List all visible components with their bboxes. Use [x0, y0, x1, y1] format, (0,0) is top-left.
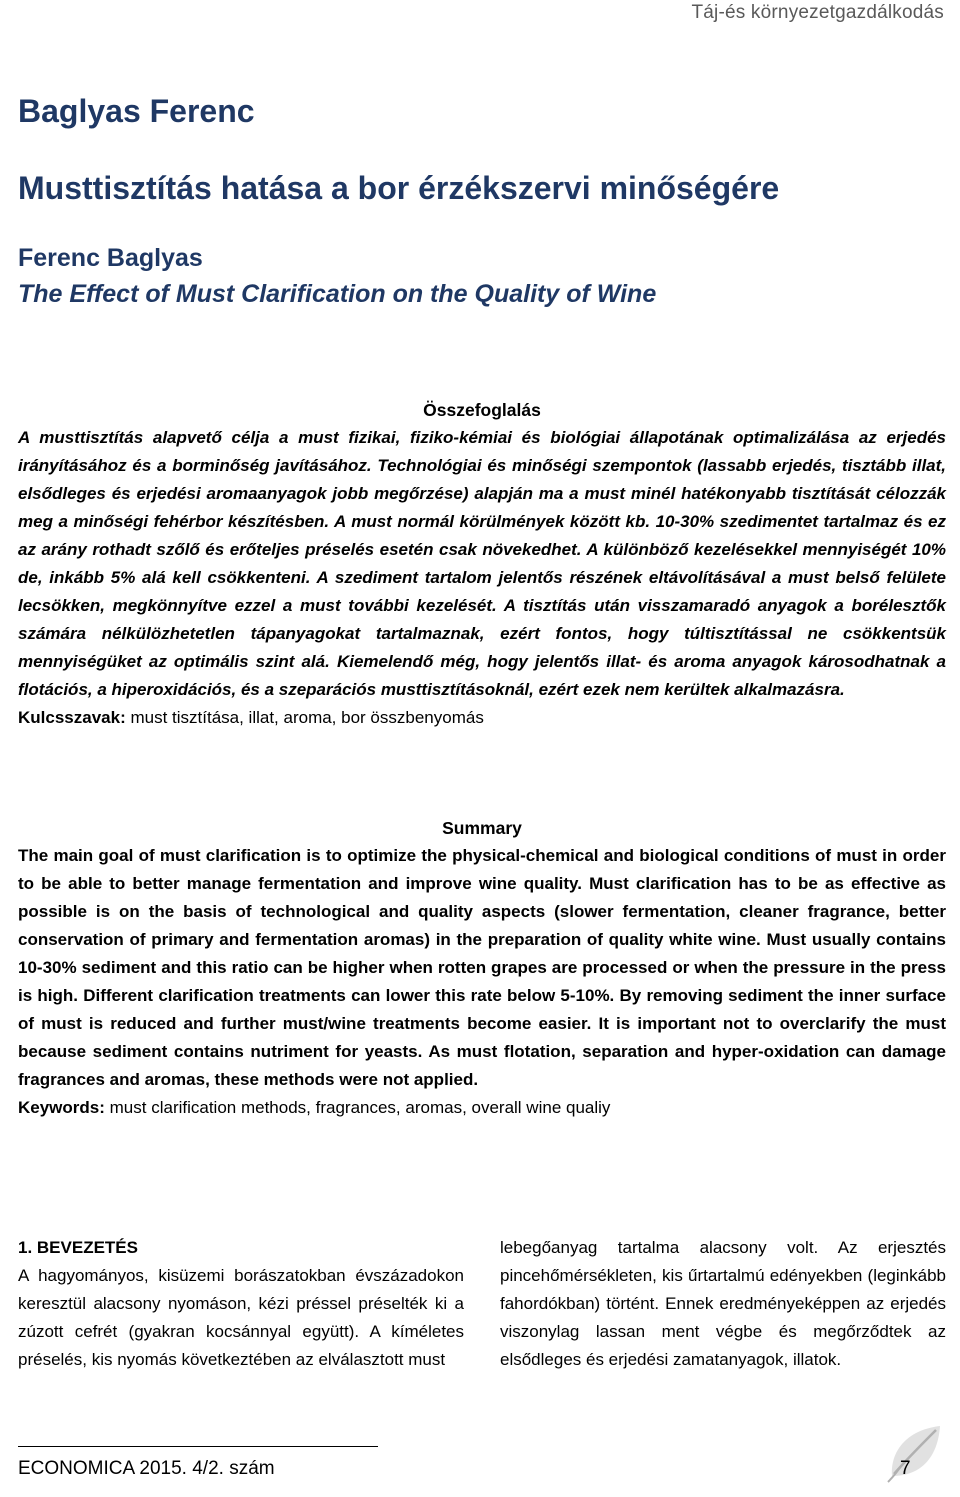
abstract-hungarian [18, 396, 946, 732]
intro-paragraph-left: A hagyományos, kisüzemi borászatokban évszázadokon keresztül alacsony nyomáson, kézi préssel préselték ki a zúzott cefrét (gyakran kocsánnyal együtt). A kíméletes préselés, kis nyomás következtében az elválasztott must [18, 1266, 464, 1369]
title-block [18, 92, 948, 310]
leaf-logo-icon [880, 1418, 950, 1488]
article-title-en: The Effect of Must Clarification on the Quality of Wine [18, 280, 657, 308]
keywords-hu [18, 704, 946, 732]
keywords-text-hu: must tisztítása, illat, aroma, bor összbenyomás [125, 708, 484, 727]
section-heading-introduction: 1. BEVEZETÉS [18, 1238, 138, 1257]
body-column-left [18, 1234, 464, 1374]
page-number: 7 [900, 1458, 911, 1479]
abstract-heading-en: Summary [442, 818, 522, 838]
journal-citation: ECONOMICA 2015. 4/2. szám [18, 1458, 275, 1479]
abstract-english [18, 814, 946, 1122]
body-column-right [500, 1234, 946, 1374]
author-name-en: Ferenc Baglyas [18, 244, 203, 272]
keywords-label-en: Keywords: [18, 1098, 105, 1117]
running-header: Táj-és környezetgazdálkodás [691, 2, 944, 23]
keywords-en [18, 1094, 946, 1122]
keywords-label-hu: Kulcsszavak: [18, 708, 126, 727]
footer-rule [18, 1446, 378, 1447]
abstract-body-hu: A musttisztítás alapvető célja a must fizikai, fiziko-kémiai és biológiai állapotának optimalizálása az erjedés irányításához és a borminőség javításához. Technológiai és minőségi szempontok (lassabb erjedés, tisztább illat, elsődleges és erjedési aromaanyagok jobb megőrzése) alapján ma a must minél hatékonyabb tisztítását célozzák meg a minőségi fehérbor készítésben. A must normál körülmények között kb. 10-30% szedimentet tartalmaz és ez az arány rothadt szőlő és erőteljes préselés esetén csak növekedhet. A különböző kezelésekkel mennyiségét 10% de, inkább 5% alá kell csökkenteni. A szediment tartalom jelentős részének eltávolításával a must belső felülete lecsökken, megkönnyítve ezzel a must további kezelését. A tisztítás után visszamaradó anyagok a borélesztők számára nélkülözhetetlen tápanyagokat tartalmaznak, ezért fontos, hogy túltisztítással ne csökkentsük mennyiségüket az optimális szint alá. Kiemelendő még, hogy jelentős illat- és aroma anyagok károsodhatnak a flotációs, a hiperoxidációs, és a szeparációs musttisztításoknál, ezért ezek nem kerültek alkalmazásra. [18, 428, 946, 699]
abstract-heading-hu: Összefoglalás [423, 400, 541, 420]
keywords-text-en: must clarification methods, fragrances, aromas, overall wine qualiy [104, 1098, 611, 1117]
intro-paragraph-right: lebegőanyag tartalma alacsony volt. Az erjesztés pincehőmérsékleten, kis űrtartalmú edényekben (leginkább fahordókban) történt. Ennek eredményeképpen az erjedés viszonylag lassan ment végbe és megőrződtek az elsődleges és erjedési zamatanyagok, illatok. [500, 1238, 946, 1369]
author-name-hu: Baglyas Ferenc [18, 93, 255, 129]
article-title-hu: Musttisztítás hatása a bor érzékszervi minőségére [18, 170, 780, 206]
abstract-body-en: The main goal of must clarification is to optimize the physical-chemical and biological conditions of must in order to be able to better manage fermentation and improve wine quality. Must clarification has to be as effective as possible is on the basis of technological and quality aspects (slower fermentation, cleaner fragrance, better conservation of primary and fermentation aromas) in the preparation of quality white wine. Must usually contains 10-30% sediment and this ratio can be higher when rotten grapes are processed or when the pressure in the press is high. Different clarification treatments can lower this rate below 5-10%. By removing sediment the inner surface of must is reduced and further must/wine treatments become easier. It is important not to overclarify the must because sediment contains nutriment for yeasts. As must flotation, separation and hyper-oxidation can damage fragrances and aromas, these methods were not applied. [18, 846, 946, 1089]
